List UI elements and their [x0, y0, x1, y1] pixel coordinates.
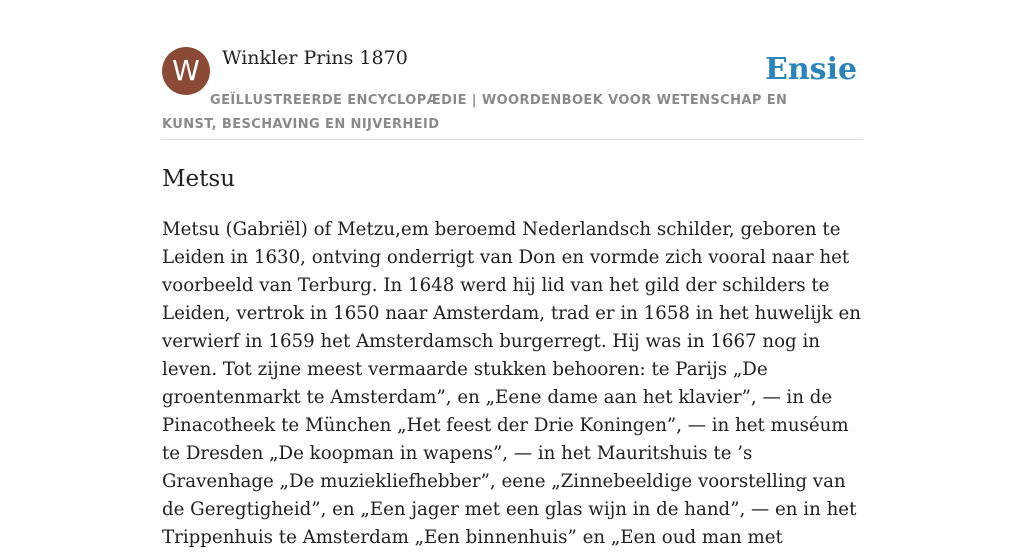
ensie-logo[interactable]: Ensie [765, 52, 858, 87]
header-divider [162, 139, 862, 140]
article-title: Metsu [162, 166, 236, 192]
publication-subtitle: GEÏLLUSTREERDE ENCYCLOPÆDIE | WOORDENBOEK VOOR WETENSCHAP EN KUNST, BESCHAVING EN NIJVERHEID [162, 93, 788, 132]
publication-avatar[interactable]: W [162, 47, 210, 95]
publication-title[interactable]: Winkler Prins 1870 [222, 47, 408, 69]
article-body: Metsu (Gabriël) of Metzu,em beroemd Nederlandsch schilder, geboren te Leiden in 1630, ontving onderrigt van Don en vormde zich vooral naar het voorbeeld van Terburg. In 1648 werd hij lid van het gild der schilders te Leiden, vertrok in 1650 naar Amsterdam, trad er in 1658 in het huwelijk en verwierf in 1659 het Amsterdamsch burgerregt. Hij was in 1667 nog in leven. Tot zijne meest vermaarde stukken behooren: te Parijs „De groentenmarkt te Amsterdam”, en „Eene dame aan het klavier”, — in de Pinacotheek te München „Het feest der Drie Koningen”, — in het muséum te Dresden „De koopman in wapens”, — in het Mauritshuis te ’s Gravenhage „De muziekliefhebber”, eene „Zinnebeeldige voorstelling van de Geregtigheid”, en „Een jager met een glas wijn in de hand”, — en in het Trippenhuis te Amsterdam „Een binnenhuis” en „Een oud man met [162, 219, 861, 548]
